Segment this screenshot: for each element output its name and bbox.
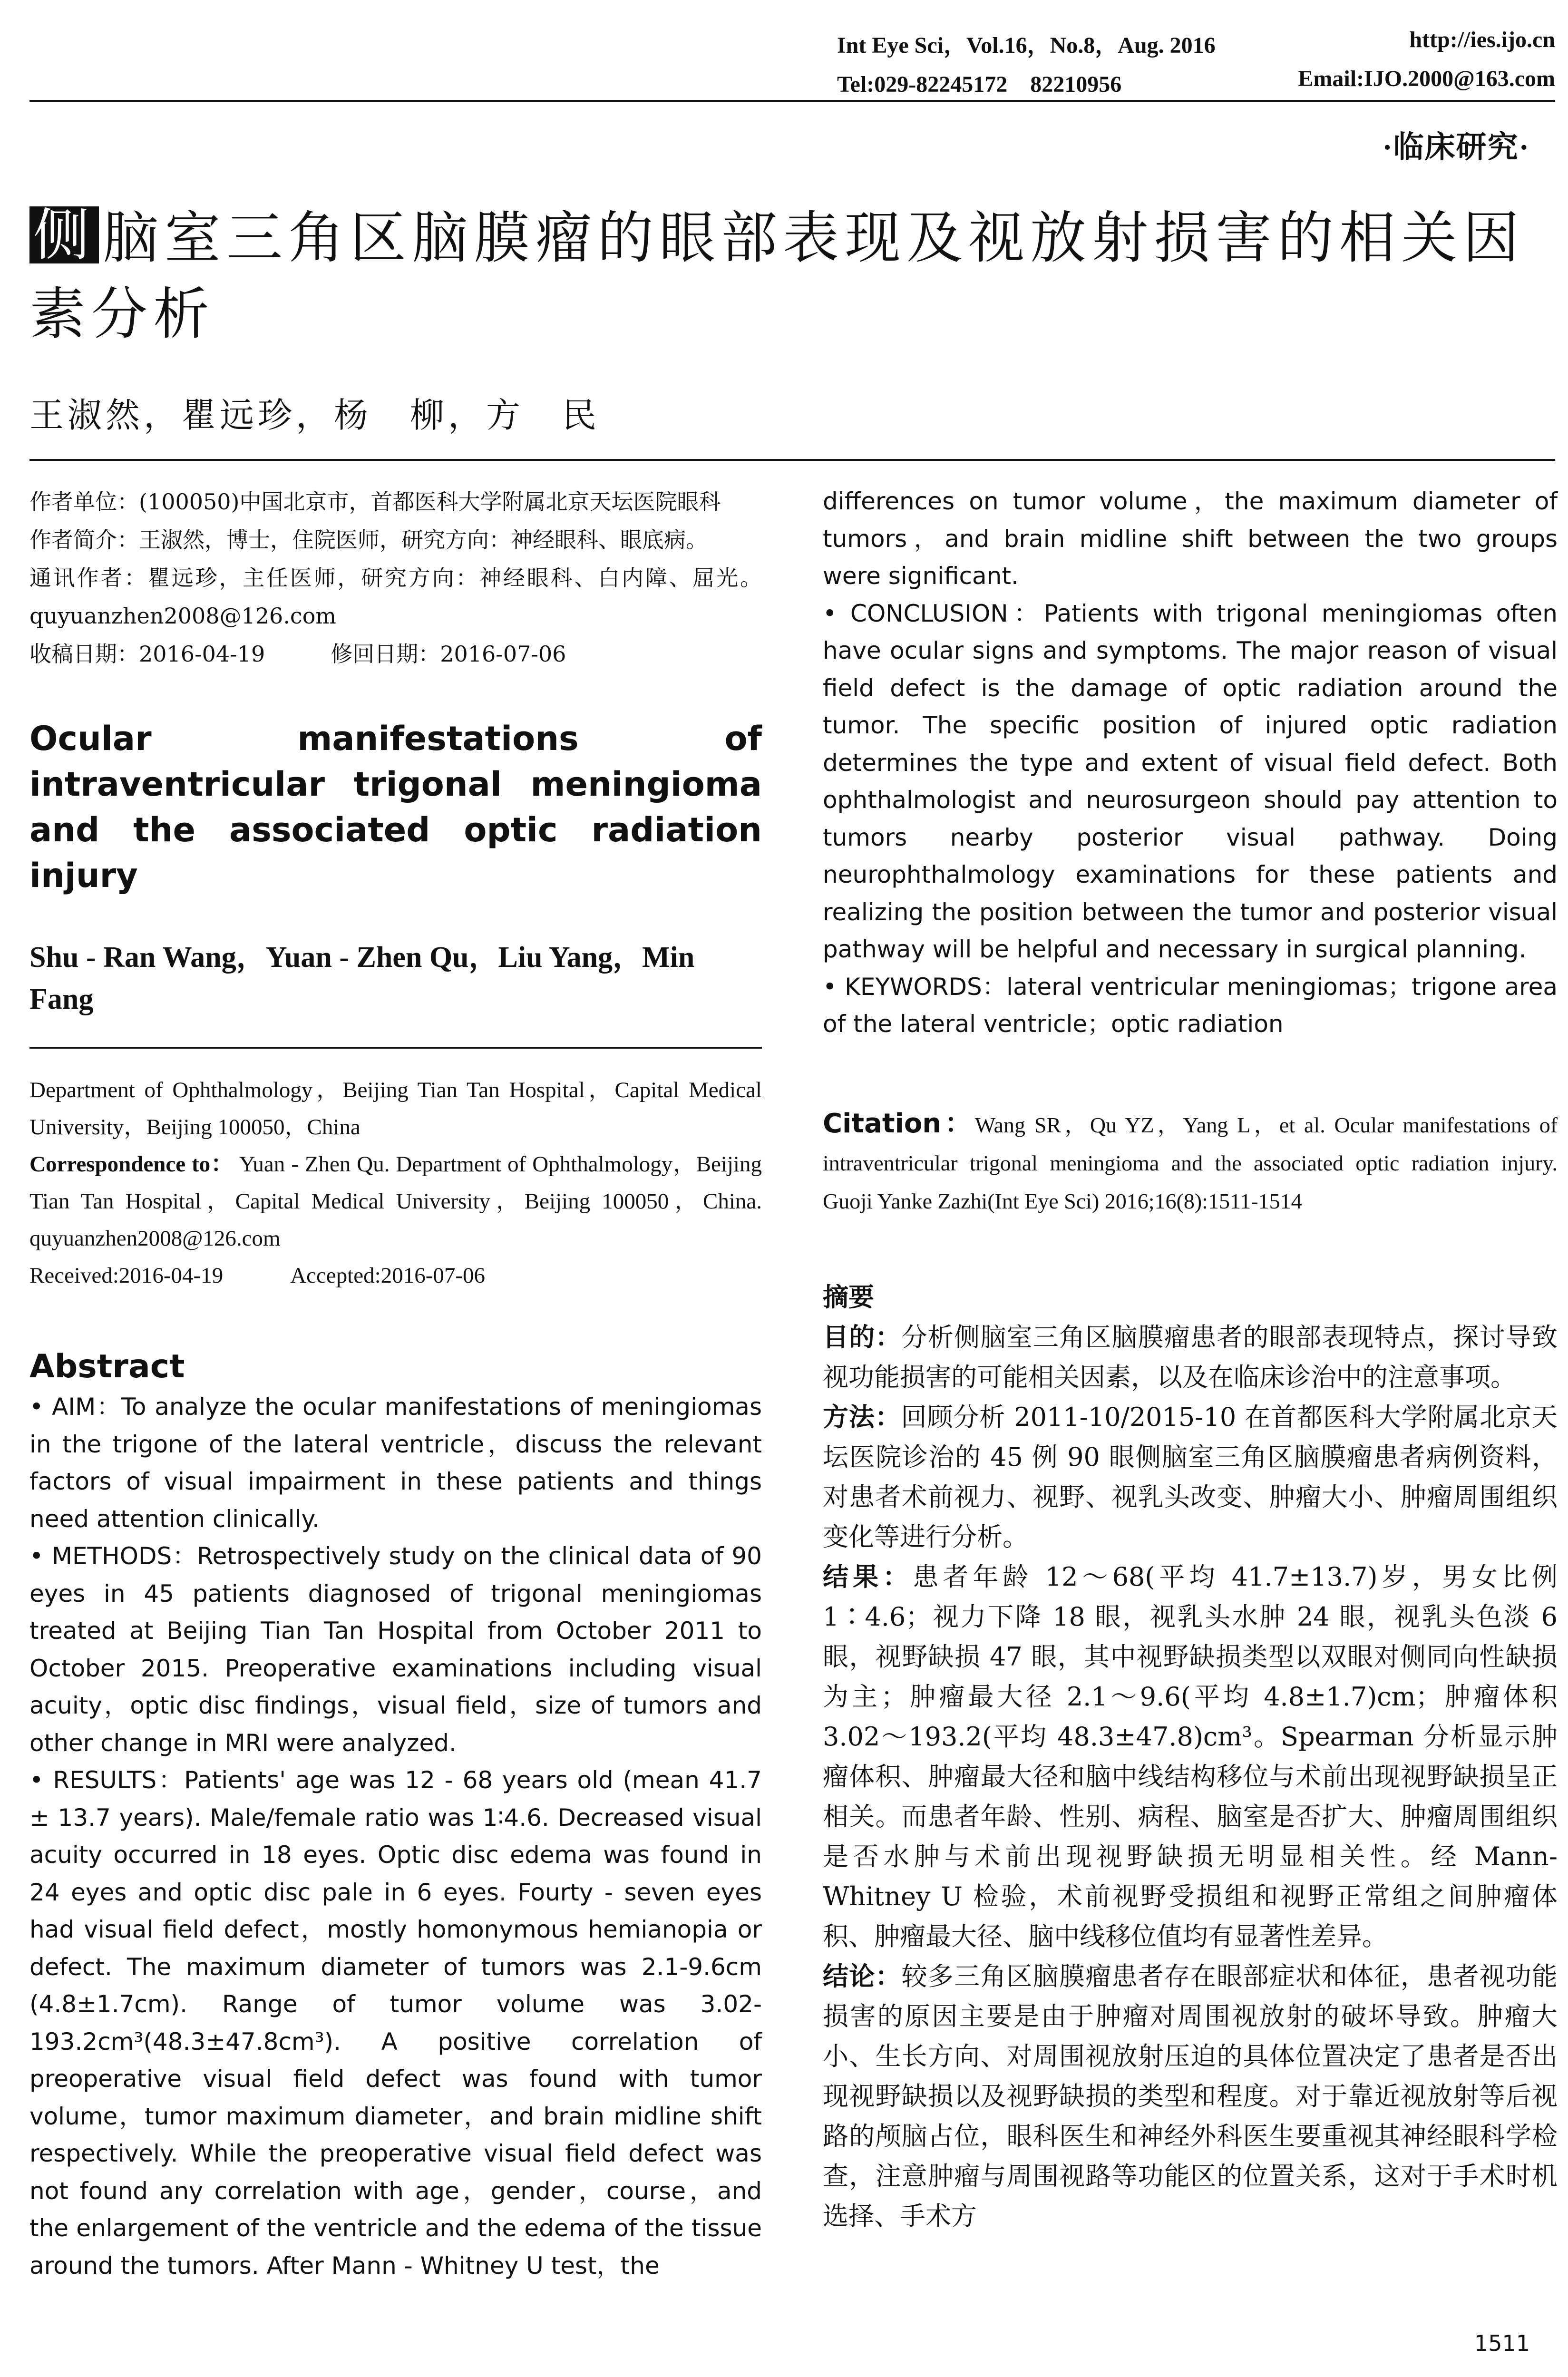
department-info (29, 1072, 762, 1294)
abstract-continued (823, 483, 1558, 1043)
author-bio: 作者简介：王淑然，博士，住院医师，研究方向：神经眼科、眼底病。 (29, 527, 708, 553)
page-number: 1511 (1474, 2330, 1530, 2356)
title-divider (29, 459, 1555, 461)
chinese-abstract (823, 1277, 1558, 2236)
article-title (29, 200, 1551, 352)
received-accepted: Received:2016-04-19 Accepted:2016-07-06 (29, 1263, 486, 1288)
cn-conclusion-text: 较多三角区脑膜瘤患者存在眼部症状和体征，患者视功能损害的原因主要是由于肿瘤对周围视放射的破坏导致。肿瘤大小、生长方向、对周围视放射压迫的具体位置决定了患者是否出现视野缺损以及视野缺损的类型和程度。对于靠近视放射等后视路的颅脑占位，眼科医生和神经外科医生要重视其神经眼科学检查，注意肿瘤与周围视路等功能区的位置关系，这对于手术时机选择、手术方 (823, 1961, 1558, 2231)
abstract-heading: Abstract (29, 1348, 185, 1385)
abstract-results: • RESULTS：Patients' age was 12 - 68 years old (mean 41.7 ± 13.7 years). Male/female ratio was 1∶4.6. Decreased visual acuity occurred in 18 eyes. Optic disc edema was found in 24 eyes and optic disc pale in 6 eyes. Fourty - seven eyes had visual field defect，mostly homonymous hemianopia or defect. The maximum diameter of tumors was 2.1-9.6cm (4.8±1.7cm). Range of tumor volume was 3.02-193.2cm³(48.3±47.8cm³). A positive correlation of preoperative visual field defect was found with tumor volume，tumor maximum diameter，and brain midline shift respectively. While the preoperative visual field defect was not found any correlation with age，gender，course，and the enlargement of the ventricle and the edema of the tissue around the tumors. After Mann - Whitney U test，the (29, 1766, 762, 2280)
cn-aim (823, 1317, 1558, 1397)
chinese-abstract-heading: 摘要 (823, 1282, 874, 1312)
journal-header (837, 27, 1555, 59)
cn-results-text: 患者年龄 12～68(平均 41.7±13.7)岁，男女比例 1∶4.6；视力下降 18 眼，视乳头水肿 24 眼，视乳头色淡 6 眼，视野缺损 47 眼，其中视野缺损类型以双眼对侧同向性缺损为主；肿瘤最大径 2.1～9.6(平均 4.8±1.7)cm；肿瘤体积 3.02～193.2(平均 48.3±47.8)cm³。Spearman 分析显示肿瘤体积、肿瘤最大径和脑中线结构移位与术前出现视野缺损呈正相关。而患者年龄、性别、病程、脑室是否扩大、肿瘤周围组织是否水肿与术前出现视野缺损无明显相关性。经 Mann-Whitney U 检验，术前视野受损组和视野正常组之间肿瘤体积、肿瘤最大径、脑中线移位值均有显著性差异。 (823, 1561, 1558, 1951)
cn-results (823, 1557, 1558, 1957)
cn-methods (823, 1397, 1558, 1557)
abstract-methods: • METHODS：Retrospectively study on the clinical data of 90 eyes in 45 patients diagnosed of trigonal meningiomas treated at Beijing Tian Tan Hospital from October 2011 to October 2015. Preoperative examinations including visual acuity，optic disc findings，visual field，size of tumors and other change in MRI were analyzed. (29, 1542, 762, 1757)
journal-email[interactable]: Email:IJO.2000@163.com (1298, 66, 1555, 91)
journal-tel: Tel:029-82245172 82210956 (837, 72, 1122, 97)
cn-conclusion (823, 1957, 1558, 2236)
correspondence-label: Correspondence to： (29, 1152, 234, 1177)
cn-conclusion-label: 结论： (823, 1961, 902, 1991)
section-tag: ·临床研究· (1382, 130, 1530, 164)
abstract-keywords: • KEYWORDS：lateral ventricular meningiomas；trigone area of the lateral ventricle；optic radiation (823, 973, 1558, 1038)
citation-text: Wang SR，Qu YZ，Yang L，et al. Ocular manifestations of intraventricular trigonal meningioma and the associated optic radiation injury. Guoji Yanke Zazhi(Int Eye Sci) 2016;16(8):1511-1514 (823, 1112, 1558, 1213)
title-text: 脑室三角区脑膜瘤的眼部表现及视放射损害的相关因素分析 (29, 205, 1525, 347)
journal-url[interactable]: http://ies.ijo.cn (1409, 27, 1555, 52)
citation-label: Citation： (823, 1108, 975, 1139)
cn-aim-label: 目的： (823, 1322, 902, 1352)
corresponding-author: 通讯作者：瞿远珍，主任医师，研究方向：神经眼科、白内障、屈光。quyuanzhen2008@126.com (29, 565, 762, 629)
author-info (29, 483, 762, 673)
cn-methods-text: 回顾分析 2011-10/2015-10 在首都医科大学附属北京天坛医院诊治的 45 例 90 眼侧脑室三角区脑膜瘤患者病例资料，对患者术前视力、视野、视乳头改变、肿瘤大小、肿瘤周围组织变化等进行分析。 (823, 1402, 1558, 1552)
author-affiliation: 作者单位：(100050)中国北京市，首都医科大学附属北京天坛医院眼科 (29, 489, 721, 515)
correspondence-text: Yuan - Zhen Qu. Department of Ophthalmology，Beijing Tian Tan Hospital，Capital Medical University，Beijing 100050，China. quyuanzhen2008@126.com (29, 1152, 762, 1251)
abstract-conclusion: • CONCLUSION：Patients with trigonal meningiomas often have ocular signs and symptoms. The major reason of visual field defect is the damage of optic radiation around the tumor. The specific position of injured optic radiation determines the type and extent of visual field defect. Both ophthalmologist and neurosurgeon should pay attention to tumors nearby posterior visual pathway. Doing neurophthalmology examinations for these patients and realizing the position between the tumor and posterior visual pathway will be helpful and necessary in surgical planning. (823, 599, 1558, 963)
department-text: Department of Ophthalmology，Beijing Tian Tan Hospital，Capital Medical University，Beijing 100050，China (29, 1078, 762, 1140)
journal-contact (837, 66, 1555, 98)
right-column (823, 483, 1558, 2236)
english-title: Ocular manifestations of intraventricular trigonal meningioma and the associated optic radiation injury (29, 719, 762, 895)
cn-methods-label: 方法： (823, 1402, 901, 1432)
correspondence (29, 1146, 762, 1257)
abstract-results-continued: differences on tumor volume，the maximum diameter of tumors，and brain midline shift between the two groups were significant. (823, 487, 1558, 590)
authors-chinese: 王淑然，瞿远珍，杨 柳，方 民 (29, 395, 601, 435)
journal-citation: Int Eye Sci，Vol.16，No.8，Aug. 2016 (837, 33, 1216, 58)
cn-results-label: 结果： (823, 1561, 913, 1592)
left-column (29, 483, 762, 2284)
header-divider (29, 100, 1555, 102)
english-authors: Shu - Ran Wang，Yuan - Zhen Qu，Liu Yang，Min Fang (29, 941, 695, 1015)
abstract-body (29, 1388, 762, 2284)
title-initial-char: 侧 (29, 206, 99, 263)
abstract-aim: • AIM：To analyze the ocular manifestations of meningiomas in the trigone of the lateral ventricle，discuss the relevant factors of visual impairment in these patients and things need attention clinically. (29, 1393, 762, 1533)
cn-aim-text: 分析侧脑室三角区脑膜瘤患者的眼部表现特点，探讨导致视功能损害的可能相关因素，以及在临床诊治中的注意事项。 (823, 1322, 1558, 1392)
received-dates: 收稿日期：2016-04-19 修回日期：2016-07-06 (29, 641, 566, 667)
citation (823, 1105, 1558, 1220)
authors-divider (29, 1047, 762, 1049)
